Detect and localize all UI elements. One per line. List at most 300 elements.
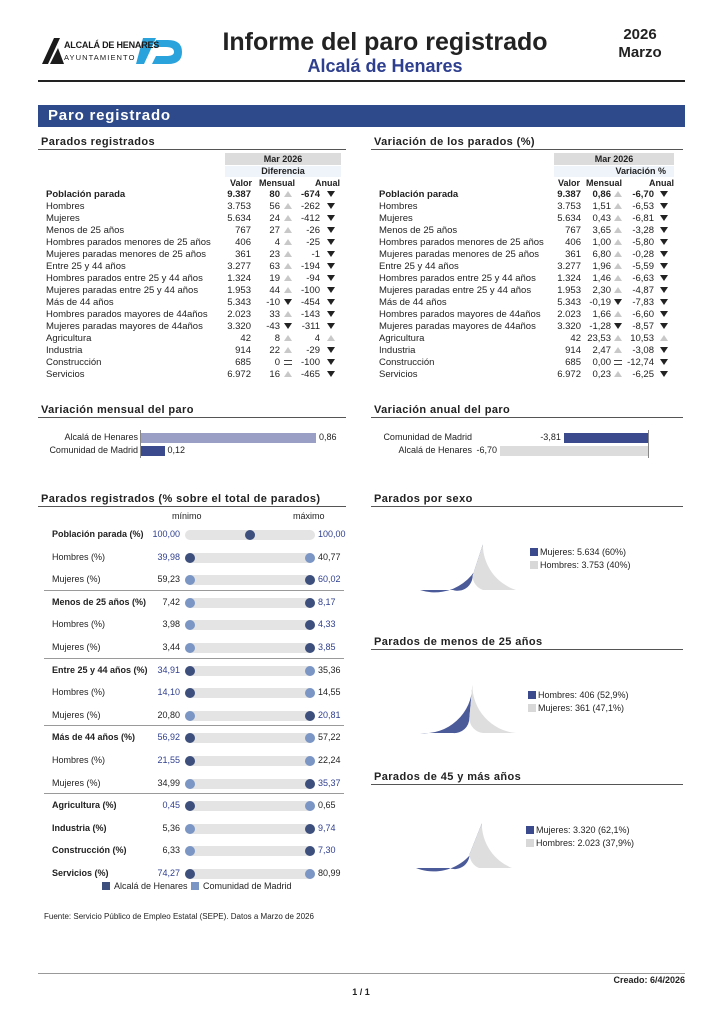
- tr-row: [379, 321, 675, 333]
- tr-row: [379, 201, 675, 213]
- tr-row-value: 42: [570, 333, 581, 344]
- legend-madrid-label: Comunidad de Madrid: [203, 881, 292, 891]
- dotplot-row-label: Industria (%): [52, 822, 107, 833]
- tl-row-value: 3.277: [227, 261, 251, 272]
- tr-row-label: Agricultura: [379, 333, 425, 344]
- dotplot-min-value: 7,42: [162, 596, 180, 607]
- pie-legend-swatch: [530, 561, 538, 569]
- pie-legend-label: Mujeres: 3.320 (62,1%): [536, 825, 630, 835]
- tr-row-monthly: 0,43: [592, 213, 611, 224]
- tr-row-annual-indicator: [660, 297, 668, 309]
- tl-row-annual: -100: [300, 285, 320, 296]
- tl-row: [46, 249, 342, 261]
- tl-row-value: 767: [235, 225, 251, 236]
- tr-row-annual: -8,57: [632, 321, 654, 332]
- tr-row-label: Mujeres paradas menores de 25 años: [379, 249, 540, 260]
- dotplot-dot-max: [305, 553, 315, 563]
- dotplot-track: [185, 733, 315, 743]
- dotplot-min-value: 21,55: [157, 755, 180, 765]
- dotplot-track: [185, 666, 315, 676]
- tl-row-monthly: -43: [266, 321, 280, 332]
- tl-row-annual-indicator: [327, 321, 335, 333]
- tl-row: [46, 213, 342, 225]
- dotplot-track: [185, 801, 315, 811]
- dotplot-row-label: Hombres (%): [52, 687, 106, 698]
- triangle-up-icon: [614, 251, 622, 257]
- tr-row-annual: -12,74: [627, 357, 654, 368]
- tl-row-value: 5.634: [227, 213, 251, 224]
- triangle-up-icon: [614, 275, 622, 281]
- dotplot-dot-max: [305, 688, 315, 698]
- tr-row: [379, 357, 675, 369]
- tr-row-monthly-indicator: [614, 273, 622, 285]
- tr-row: [379, 225, 675, 237]
- tl-row-annual-indicator: [327, 213, 335, 225]
- triangle-down-icon: [660, 347, 668, 353]
- tl-row-monthly: 27: [269, 225, 280, 236]
- dotplot-min-label: mínimo: [172, 511, 202, 521]
- dotplot-row-label: Entre 25 y 44 años (%): [52, 664, 148, 675]
- tl-row-monthly: 33: [269, 309, 280, 320]
- tl-row-value: 361: [235, 249, 251, 260]
- tl-row-label: Hombres: [46, 201, 85, 212]
- tr-row-value: 6.972: [557, 369, 581, 380]
- pie-legend-label: Mujeres: 361 (47,1%): [538, 703, 625, 713]
- bar-category-label: Comunidad de Madrid: [383, 432, 472, 442]
- tr-row-annual-indicator: [660, 249, 668, 261]
- dotplot-dot-max: [305, 801, 315, 811]
- tr-row-label: Hombres: [379, 201, 418, 212]
- dotplot-min-value: 34,91: [157, 664, 180, 675]
- dotplot-max-value: 8,17: [318, 596, 336, 607]
- tr-row-monthly-indicator: [614, 201, 622, 213]
- bar: [500, 446, 648, 456]
- tr-row-monthly: 2,47: [592, 345, 611, 356]
- tl-row-annual-indicator: [327, 249, 335, 261]
- dotplot-dot-min: [185, 756, 195, 766]
- dotplot-dot-min: [185, 779, 195, 789]
- dotplot-dot-max: [305, 643, 315, 653]
- triangle-down-icon: [327, 311, 335, 317]
- dotplot-max-value: 7,30: [318, 845, 336, 856]
- tr-row-value: 3.320: [557, 321, 581, 332]
- dotplot-min-value: 0,45: [162, 800, 180, 811]
- pie-slice: [470, 823, 512, 868]
- pie-slice: [420, 685, 472, 733]
- pie-legend-label: Hombres: 2.023 (37,9%): [536, 838, 635, 848]
- tr-row-value: 1.324: [557, 273, 581, 284]
- tr-row: [379, 249, 675, 261]
- tl-row-annual-indicator: [327, 273, 335, 285]
- tl-row-value: 2.023: [227, 309, 251, 320]
- triangle-down-icon: [327, 263, 335, 269]
- tr-row-monthly: 1,51: [592, 201, 611, 212]
- tl-row: [46, 309, 342, 321]
- legend-alcala-label: Alcalá de Henares: [114, 881, 188, 891]
- dotplot-separator: [44, 658, 344, 659]
- dotplot-track: [185, 575, 315, 585]
- tl-row: [46, 345, 342, 357]
- tr-row: [379, 309, 675, 321]
- tr-row-annual-indicator: [660, 309, 668, 321]
- tr-row-monthly: 0,23: [592, 369, 611, 380]
- dotplot-track: [185, 846, 315, 856]
- tr-row-annual-indicator: [660, 357, 668, 369]
- tl-row-annual: -26: [306, 225, 320, 236]
- section-band: Paro registrado: [38, 105, 685, 127]
- tr-row-monthly: 6,80: [592, 249, 611, 260]
- pie-menores-title: Parados de menos de 25 años: [374, 636, 543, 648]
- tr-row-monthly: 2,30: [592, 285, 611, 296]
- triangle-down-icon: [660, 275, 668, 281]
- tl-row: [46, 321, 342, 333]
- tl-row-value: 42: [240, 333, 251, 344]
- triangle-down-icon: [614, 323, 622, 329]
- tr-row-value: 406: [565, 237, 581, 248]
- bar-value-label: -3,81: [540, 432, 561, 442]
- tl-row-label: Hombres parados menores de 25 años: [46, 237, 211, 248]
- bar-value-label: -6,70: [476, 445, 497, 455]
- dotplot-min-value: 74,27: [157, 868, 180, 878]
- legend-alcala-swatch: [102, 882, 110, 890]
- tr-row-label: Hombres parados entre 25 y 44 años: [379, 273, 536, 284]
- logo-name: ALCALÁ DE HENARES: [64, 40, 160, 50]
- dotplot-dot-max: [305, 824, 315, 834]
- dotplot-dot-max: [305, 779, 315, 789]
- tr-row-label: Hombres parados menores de 25 años: [379, 237, 544, 248]
- tl-row: [46, 261, 342, 273]
- tr-row-annual: -6,25: [632, 369, 654, 380]
- dotplot-min-value: 56,92: [157, 732, 180, 743]
- tr-row-annual: -3,08: [632, 345, 654, 356]
- tl-row-monthly: 23: [269, 249, 280, 260]
- tr-row: [379, 261, 675, 273]
- tr-row: [379, 273, 675, 285]
- tl-row-annual-indicator: [327, 309, 335, 321]
- dotplot-row-label: Menos de 25 años (%): [52, 596, 147, 607]
- dotplot-track: [185, 869, 315, 879]
- tr-row-value: 685: [565, 357, 581, 368]
- tr-row: [379, 369, 675, 381]
- bar-category-label: Alcalá de Henares: [64, 432, 138, 442]
- tl-row-monthly: 19: [269, 273, 280, 284]
- tl-row-label: Servicios: [46, 369, 85, 380]
- triangle-down-icon: [660, 371, 668, 377]
- tr-row-value: 2.023: [557, 309, 581, 320]
- tr-row-annual-indicator: [660, 333, 668, 345]
- tr-row-monthly-indicator: [614, 261, 622, 273]
- tl-row-annual-indicator: [327, 285, 335, 297]
- bar-category-label: Comunidad de Madrid: [49, 445, 138, 455]
- triangle-down-icon: [327, 347, 335, 353]
- tl-row: [46, 201, 342, 213]
- tr-row-monthly-indicator: [614, 249, 622, 261]
- tr-row-monthly-indicator: [614, 357, 622, 369]
- triangle-down-icon: [660, 359, 668, 365]
- tl-row-value: 9.387: [227, 189, 251, 200]
- dotplot-dot-min: [185, 711, 195, 721]
- triangle-down-icon: [327, 359, 335, 365]
- triangle-up-icon: [614, 215, 622, 221]
- tr-row-label: Mujeres: [379, 213, 413, 224]
- dotplot-max-value: 0,65: [318, 800, 336, 811]
- tl-row-label: Población parada: [46, 189, 126, 200]
- tl-row-monthly: 56: [269, 201, 280, 212]
- triangle-down-icon: [660, 191, 668, 197]
- pie-legend-label: Hombres: 3.753 (40%): [540, 560, 631, 570]
- tr-row-monthly: 1,96: [592, 261, 611, 272]
- dotplot-track: [185, 643, 315, 653]
- tr-row: [379, 237, 675, 249]
- pie-legend-swatch: [528, 691, 536, 699]
- tl-row: [46, 297, 342, 309]
- dotplot-dot-max: [305, 711, 315, 721]
- tr-row-annual-indicator: [660, 189, 668, 201]
- tl-row: [46, 189, 342, 201]
- triangle-up-icon: [614, 335, 622, 341]
- tl-row-value: 3.753: [227, 201, 251, 212]
- table-right-col-mensual: Mensual: [585, 178, 622, 188]
- dotplot-dot-min: [185, 553, 195, 563]
- triangle-up-icon: [614, 347, 622, 353]
- tl-row-value: 6.972: [227, 369, 251, 380]
- tl-row-annual: -194: [300, 261, 320, 272]
- chart-monthly-title: Variación mensual del paro: [41, 404, 194, 416]
- dotplot-max-label: máximo: [293, 511, 325, 521]
- triangle-down-icon: [660, 203, 668, 209]
- tl-row-monthly: 16: [269, 369, 280, 380]
- dotplot-track: [185, 620, 315, 630]
- tr-row-monthly-indicator: [614, 189, 622, 201]
- dotplot-max-value: 3,85: [318, 642, 336, 652]
- chart-annual-rule: [371, 417, 683, 418]
- triangle-down-icon: [660, 323, 668, 329]
- dotplot-dot-max: [305, 733, 315, 743]
- tl-row-label: Agricultura: [46, 333, 92, 344]
- tr-row-annual: -6,53: [632, 201, 654, 212]
- tl-row-annual-indicator: [327, 261, 335, 273]
- table-right-rule: [371, 149, 683, 150]
- tl-row-annual: 4: [314, 333, 320, 344]
- tr-row-value: 9.387: [557, 189, 581, 200]
- tr-row-annual-indicator: [660, 285, 668, 297]
- dotplot-min-value: 5,36: [162, 822, 180, 833]
- tr-row-annual-indicator: [660, 225, 668, 237]
- dotplot-dot-min: [185, 598, 195, 608]
- dotplot-min-value: 3,44: [162, 642, 180, 652]
- tr-row-value: 1.953: [557, 285, 581, 296]
- tl-row-annual: -1: [311, 249, 320, 260]
- tr-row-label: Mujeres paradas entre 25 y 44 años: [379, 285, 532, 296]
- dotplot-track: [185, 711, 315, 721]
- dotplot-row-label: Construcción (%): [52, 845, 127, 856]
- tr-row-label: Menos de 25 años: [379, 225, 458, 236]
- tr-row-annual: -6,60: [632, 309, 654, 320]
- tl-row-monthly: 8: [274, 333, 280, 344]
- table-right-col-anual: Anual: [648, 178, 674, 188]
- dotplot-min-value: 3,98: [162, 619, 180, 630]
- dotplot-max-value: 9,74: [318, 822, 336, 833]
- table-right-period: Mar 2026: [554, 153, 674, 165]
- triangle-down-icon: [660, 263, 668, 269]
- tl-row-label: Más de 44 años: [46, 297, 114, 308]
- triangle-down-icon: [327, 227, 335, 233]
- dotplot-dot-max: [305, 598, 315, 608]
- tl-row-label: Entre 25 y 44 años: [46, 261, 126, 272]
- tl-row-monthly: 4: [274, 237, 280, 248]
- tl-row-annual: -454: [300, 297, 320, 308]
- tr-row-annual: -7,83: [632, 297, 654, 308]
- triangle-up-icon: [327, 335, 335, 341]
- triangle-down-icon: [660, 287, 668, 293]
- tl-row-value: 685: [235, 357, 251, 368]
- tr-row-label: Hombres parados mayores de 44años: [379, 309, 541, 320]
- triangle-down-icon: [327, 239, 335, 245]
- equal-icon: [614, 360, 622, 365]
- pie-menores-rule: [371, 649, 683, 650]
- tl-row-annual: -25: [306, 237, 320, 248]
- dotplot-track: [185, 553, 315, 563]
- tr-row-monthly-indicator: [614, 297, 622, 309]
- dotplot-min-value: 20,80: [157, 709, 180, 720]
- dotplot-row-label: Hombres (%): [52, 755, 106, 765]
- tl-row-annual-indicator: [327, 201, 335, 213]
- table-left-group: Diferencia: [225, 166, 341, 177]
- pie-slice: [416, 823, 482, 871]
- tl-row-label: Mujeres paradas menores de 25 años: [46, 249, 207, 260]
- tl-row-monthly: -10: [266, 297, 280, 308]
- tr-row-monthly: 1,66: [592, 309, 611, 320]
- tl-row-value: 3.320: [227, 321, 251, 332]
- tr-row-monthly: 1,00: [592, 237, 611, 248]
- table-left-title: Parados registrados: [41, 136, 155, 148]
- tr-row-annual: -4,87: [632, 285, 654, 296]
- tr-row-monthly-indicator: [614, 333, 622, 345]
- report-year: 2026: [623, 26, 657, 43]
- pie-sexo-rule: [371, 506, 683, 507]
- bar: [140, 446, 165, 456]
- table-right-group: Variación %: [554, 166, 674, 177]
- tr-row-monthly: -1,28: [589, 321, 611, 332]
- pie-legend-label: Mujeres: 5.634 (60%): [540, 547, 627, 557]
- triangle-down-icon: [660, 251, 668, 257]
- triangle-up-icon: [660, 335, 668, 341]
- bar-axis: [648, 430, 649, 458]
- report-month: Marzo: [618, 44, 662, 61]
- tr-row-value: 914: [565, 345, 581, 356]
- tr-row-label: Servicios: [379, 369, 418, 380]
- logo-subname: AYUNTAMIENTO: [64, 53, 136, 62]
- triangle-down-icon: [327, 299, 335, 305]
- tr-row-label: Población parada: [379, 189, 459, 200]
- tl-row-value: 914: [235, 345, 251, 356]
- tr-row-label: Mujeres paradas mayores de 44años: [379, 321, 536, 332]
- tl-row-monthly: 63: [269, 261, 280, 272]
- tl-row-value: 5.343: [227, 297, 251, 308]
- dotplot-max-value: 60,02: [318, 574, 341, 585]
- tr-row-annual: -6,63: [632, 273, 654, 284]
- dotplot-dot-max: [305, 620, 315, 630]
- tr-row-value: 5.634: [557, 213, 581, 224]
- dotplot-max-value: 35,37: [318, 777, 341, 788]
- dotplot-track: [185, 598, 315, 608]
- bar: [564, 433, 648, 443]
- dotplot-rule: [38, 506, 346, 507]
- tl-row-monthly: 44: [269, 285, 280, 296]
- tl-row: [46, 357, 342, 369]
- triangle-down-icon: [327, 203, 335, 209]
- tl-row: [46, 369, 342, 381]
- tr-row-monthly-indicator: [614, 213, 622, 225]
- triangle-down-icon: [660, 299, 668, 305]
- tr-row-monthly: 0,86: [592, 189, 611, 200]
- dotplot-dot-max: [305, 756, 315, 766]
- tl-row: [46, 225, 342, 237]
- tl-row-annual: -465: [300, 369, 320, 380]
- tl-row: [46, 285, 342, 297]
- dotplot-separator: [44, 793, 344, 794]
- triangle-up-icon: [614, 203, 622, 209]
- dotplot-track: [185, 688, 315, 698]
- tl-row-value: 406: [235, 237, 251, 248]
- tr-row: [379, 345, 675, 357]
- pie-slice: [473, 544, 516, 590]
- tr-row-annual: -3,28: [632, 225, 654, 236]
- header-rule: [38, 80, 685, 82]
- triangle-up-icon: [614, 287, 622, 293]
- tl-row-annual-indicator: [327, 333, 335, 345]
- tl-row-annual: -674: [300, 189, 320, 200]
- tr-row-monthly: 23,53: [587, 333, 611, 344]
- pie-slice: [469, 685, 516, 733]
- tl-row-label: Hombres parados entre 25 y 44 años: [46, 273, 203, 284]
- triangle-down-icon: [660, 311, 668, 317]
- pie-legend-swatch: [526, 839, 534, 847]
- tl-row-monthly: 80: [269, 189, 280, 200]
- tr-row-label: Más de 44 años: [379, 297, 447, 308]
- tl-row-annual: -29: [306, 345, 320, 356]
- tr-row-annual-indicator: [660, 369, 668, 381]
- footer-rule: [38, 973, 685, 974]
- dotplot-min-value: 100,00: [152, 529, 180, 539]
- footer-created: Creado: 6/4/2026: [613, 975, 685, 985]
- bar-category-label: Alcalá de Henares: [398, 445, 472, 455]
- tr-row-monthly: 3,65: [592, 225, 611, 236]
- triangle-down-icon: [327, 287, 335, 293]
- dotplot-row-label: Mujeres (%): [52, 709, 101, 720]
- tr-row-annual: -6,70: [632, 189, 654, 200]
- table-left-col-valor: Valor: [229, 178, 252, 188]
- tr-row-annual-indicator: [660, 213, 668, 225]
- dotplot-dot-min: [185, 869, 195, 879]
- tl-row-annual: -143: [300, 309, 320, 320]
- chart-monthly-rule: [38, 417, 346, 418]
- dotplot-min-value: 39,98: [157, 551, 180, 562]
- tl-row-label: Mujeres paradas mayores de 44años: [46, 321, 203, 332]
- tl-row-monthly: 24: [269, 213, 280, 224]
- pie-legend-swatch: [530, 548, 538, 556]
- tr-row-monthly-indicator: [614, 321, 622, 333]
- legend-madrid-swatch: [191, 882, 199, 890]
- tl-row-monthly: 22: [269, 345, 280, 356]
- dotplot-dot-min: [185, 824, 195, 834]
- dotplot-max-value: 40,77: [318, 551, 341, 562]
- triangle-down-icon: [660, 227, 668, 233]
- tr-row: [379, 189, 675, 201]
- triangle-down-icon: [660, 239, 668, 245]
- tr-row-label: Construcción: [379, 357, 435, 368]
- tl-row-label: Menos de 25 años: [46, 225, 125, 236]
